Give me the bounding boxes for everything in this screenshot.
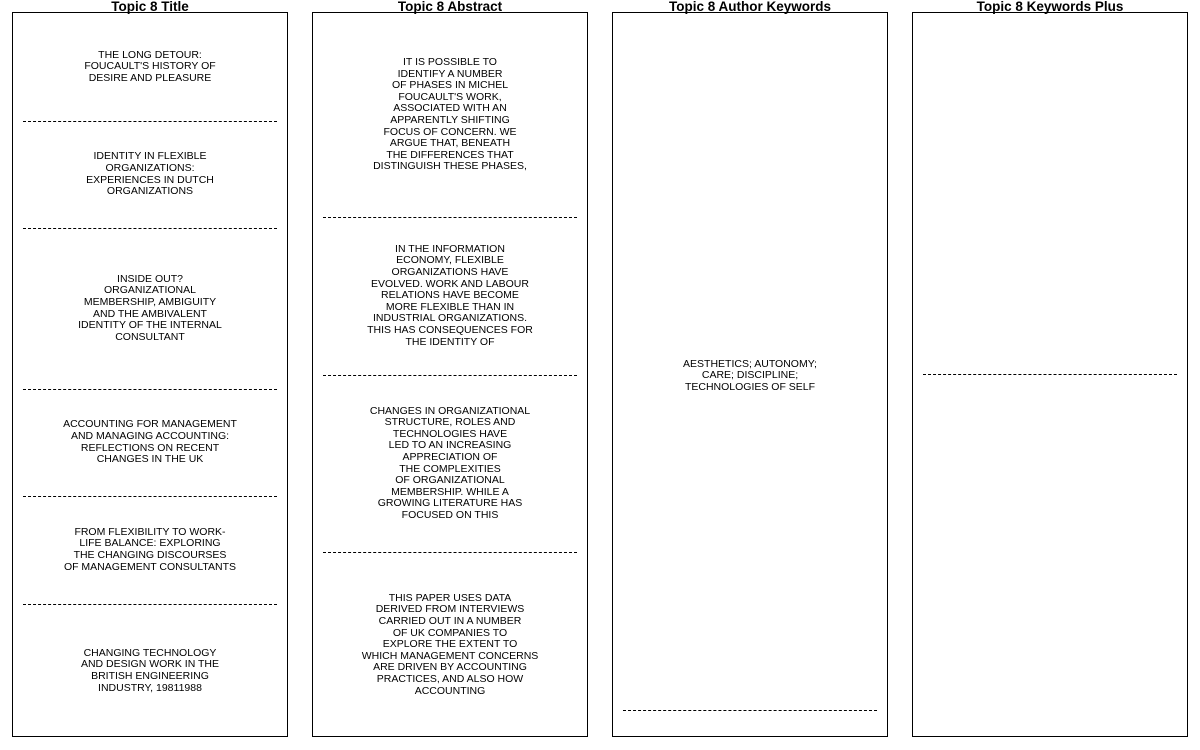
author-keywords-cell bbox=[613, 13, 887, 739]
abstract-text: THIS PAPER USES DATA DERIVED FROM INTERVIEWS CARRIED OUT IN A NUMBER OF UK COMPANIES TO EXPLORE THE EXTENT TO WHICH MANAGEMENT CONCERNS ARE DRIVEN BY ACCOUNTING PRACTICES, AND ALSO HOW ACCOUNTING bbox=[361, 591, 539, 697]
title-cell bbox=[13, 121, 287, 228]
author-keywords-divider bbox=[623, 710, 877, 711]
keywords-plus-column-heading: Topic 8 Keywords Plus bbox=[976, 0, 1124, 14]
author-keywords-column-heading: Topic 8 Author Keywords bbox=[668, 0, 831, 14]
keywords-plus-column bbox=[912, 12, 1188, 737]
author-keywords-column bbox=[612, 12, 888, 737]
title-text: INSIDE OUT? ORGANIZATIONAL MEMBERSHIP, AMBIGUITY AND THE AMBIVALENT IDENTITY OF THE INTERNAL CONSULTANT bbox=[78, 272, 222, 343]
abstract-cell bbox=[313, 217, 587, 375]
title-text: CHANGING TECHNOLOGY AND DESIGN WORK IN THE BRITISH ENGINEERING INDUSTRY, 19811988 bbox=[80, 646, 220, 694]
abstract-column-heading: Topic 8 Abstract bbox=[397, 0, 503, 14]
abstract-cell bbox=[313, 13, 587, 217]
title-column bbox=[12, 12, 288, 737]
title-column-heading: Topic 8 Title bbox=[111, 0, 189, 14]
abstract-text: IT IS POSSIBLE TO IDENTIFY A NUMBER OF PHASES IN MICHEL FOUCAULT'S WORK, ASSOCIATED WITH AN APPARENTLY SHIFTING FOCUS OF CONCERN. WE ARGUE THAT, BENEATH THE DIFFERENCES THAT DISTINGUISH THESE PHASES, bbox=[373, 56, 527, 173]
abstract-cell bbox=[313, 375, 587, 552]
abstract-column bbox=[312, 12, 588, 737]
abstract-text: IN THE INFORMATION ECONOMY, FLEXIBLE ORGANIZATIONS HAVE EVOLVED. WORK AND LABOUR RELATIONS HAVE BECOME MORE FLEXIBLE THAN IN INDUSTRIAL ORGANIZATIONS. THIS HAS CONSEQUENCES FOR THE IDENTITY OF bbox=[367, 242, 533, 348]
title-cell bbox=[13, 228, 287, 389]
author-keywords-text: AESTHETICS; AUTONOMY; CARE; DISCIPLINE; TECHNOLOGIES OF SELF bbox=[683, 357, 817, 393]
abstract-cell bbox=[313, 552, 587, 738]
title-text: FROM FLEXIBILITY TO WORK- LIFE BALANCE: EXPLORING THE CHANGING DISCOURSES OF MANAGEMENT CONSULTANTS bbox=[63, 525, 237, 573]
abstract-text: CHANGES IN ORGANIZATIONAL STRUCTURE, ROLES AND TECHNOLOGIES HAVE LED TO AN INCREASING APPRECIATION OF THE COMPLEXITIES OF ORGANIZATIONAL MEMBERSHIP. WHILE A GROWING LITERATURE HAS FOCUSED ON THIS bbox=[369, 404, 531, 521]
title-text: IDENTITY IN FLEXIBLE ORGANIZATIONS: EXPERIENCES IN DUTCH ORGANIZATIONS bbox=[86, 150, 214, 198]
keywords-plus-divider bbox=[923, 374, 1177, 375]
title-text: ACCOUNTING FOR MANAGEMENT AND MANAGING ACCOUNTING: REFLECTIONS ON RECENT CHANGES IN THE UK bbox=[63, 418, 237, 466]
title-text: THE LONG DETOUR: FOUCAULT'S HISTORY OF DESIRE AND PLEASURE bbox=[84, 48, 216, 84]
title-cell bbox=[13, 13, 287, 121]
title-cell bbox=[13, 389, 287, 496]
title-cell bbox=[13, 496, 287, 604]
title-cell bbox=[13, 604, 287, 738]
